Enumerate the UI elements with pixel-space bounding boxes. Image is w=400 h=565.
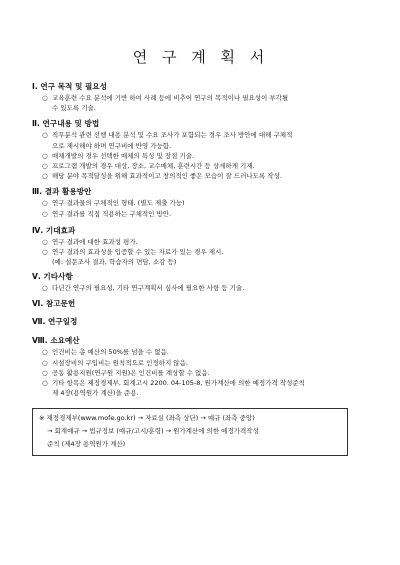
section xyxy=(28,336,374,398)
circle-bullet-icon: ○ xyxy=(42,151,48,160)
example-note: (예: 설문조사 결과, 학습자의 면담, 소감 등) xyxy=(52,258,177,267)
list-item xyxy=(42,130,374,150)
list-item-text: 프로그램 개발의 경우 대상, 장소, 교수매체, 훈련시간 등 상세하게 기재. xyxy=(52,162,255,171)
list-item xyxy=(42,161,374,171)
section-heading: Ⅲ. 결과 활용방안 xyxy=(32,187,92,197)
list-item-text: 교육훈련 수요 분석에 기반 하여 사례 등에 비추어 연구의 목적이나 필요성이 부각될 xyxy=(52,94,289,102)
circle-bullet-icon: ○ xyxy=(42,358,48,367)
section-item-list xyxy=(28,93,374,113)
section-item-list xyxy=(28,130,374,181)
section xyxy=(28,317,374,327)
circle-bullet-icon: ○ xyxy=(42,131,48,140)
circle-bullet-icon: ○ xyxy=(42,284,48,293)
circle-bullet-icon: ○ xyxy=(42,94,48,102)
list-item xyxy=(42,209,374,219)
section xyxy=(28,119,374,181)
reference-note-line: → 회계예규 → 법규정보 (예규/고시/훈령) → 원가계산에 의한 예정가격작성 xyxy=(47,427,259,436)
circle-bullet-icon: ○ xyxy=(42,199,48,208)
list-item xyxy=(42,151,374,161)
section xyxy=(28,226,374,267)
list-item-text: 연구 결과의 효과성을 입증할 수 있는 자료가 있는 경우 제시. xyxy=(52,248,224,257)
section-heading: Ⅵ. 참고문헌 xyxy=(32,299,76,309)
list-item-text: 다년간 연구의 필요성, 기타 연구계획서 심사에 필요한 사항 등 기술. xyxy=(52,284,245,293)
list-item xyxy=(42,283,374,293)
list-item-text: 매체개발의 경우 선택한 매체의 특성 및 장점 기술. xyxy=(52,151,195,160)
list-item-text: 해당 분야 목적달성을 위해 효과적이고 창의적인 좋은 모습이 잘 드러나도록 작성. xyxy=(52,172,282,181)
section-item-list xyxy=(28,237,374,257)
sections-container xyxy=(28,82,374,398)
list-item xyxy=(42,93,374,113)
section-heading: Ⅴ. 기타사항 xyxy=(32,272,73,282)
list-item xyxy=(42,347,374,357)
list-item xyxy=(42,171,374,181)
list-item xyxy=(42,358,374,368)
circle-bullet-icon: ○ xyxy=(42,248,48,257)
list-item-text: 연구 결과물의 구체적인 형태. (별도 제출 가능) xyxy=(52,199,185,208)
list-item-text: 으로 제시해야 하며 연구비에 반영 가능함. xyxy=(52,141,172,150)
section-heading: Ⅶ. 연구일정 xyxy=(32,317,78,327)
list-item-text: 수 있도록 기술. xyxy=(52,104,96,113)
circle-bullet-icon: ○ xyxy=(42,237,48,246)
circle-bullet-icon: ○ xyxy=(42,368,48,377)
list-item-text: 기타 항목은 재정경제부, 회계고시 2200. 04-105-8, 원가계산에 의한 예정가격 작성준칙 xyxy=(52,379,305,388)
reference-note-line: ※ 재정경제부(www.mofe.go.kr) → 자료실 (좌측 상단) → 예규 (좌측 중앙) xyxy=(39,414,255,423)
list-item xyxy=(42,368,374,378)
section-heading: Ⅱ. 연구내용 및 방법 xyxy=(32,119,100,129)
circle-bullet-icon: ○ xyxy=(42,379,48,388)
section xyxy=(28,299,374,309)
section-item-list xyxy=(28,347,374,398)
list-item-text: 연구 결과를 직접 적용하는 구체적인 방안. xyxy=(52,209,172,218)
list-item-text: 시설장비의 구입비는 원칙적으로 인정하지 않음. xyxy=(52,358,188,367)
list-item-text: 공동 활용지원(연구원 지원)은 인건비를 계상할 수 없음. xyxy=(52,368,210,377)
list-item xyxy=(42,237,374,247)
circle-bullet-icon: ○ xyxy=(42,348,48,357)
section-heading: Ⅷ. 소요예산 xyxy=(32,336,80,346)
list-item-text: 연구 결과에 대한 효과성 평가. xyxy=(52,237,138,246)
section xyxy=(28,187,374,218)
list-item xyxy=(42,247,374,257)
reference-note-box xyxy=(32,408,348,456)
list-item xyxy=(42,378,374,398)
section xyxy=(28,272,374,293)
circle-bullet-icon: ○ xyxy=(42,172,48,181)
circle-bullet-icon: ○ xyxy=(42,209,48,218)
section-item-list xyxy=(28,198,374,218)
list-item-text: 인건비는 총 예산의 50%를 넘을 수 없음. xyxy=(52,348,169,357)
section-heading: Ⅳ. 기대효과 xyxy=(32,225,76,235)
list-item xyxy=(42,198,374,208)
section xyxy=(28,82,374,113)
section-heading: Ⅰ. 연구 목적 및 필요성 xyxy=(32,82,107,91)
reference-note-line: 준칙 (제4장 용역원가 계산) xyxy=(47,440,126,449)
document-title: 연 구 계 획 서 xyxy=(132,48,270,66)
circle-bullet-icon: ○ xyxy=(42,162,48,171)
list-item-text: 제 4장(용역원가 계산)을 준용. xyxy=(52,389,139,398)
section-item-list xyxy=(28,283,374,293)
list-item-text: 직무분석 관련 선행 내용 분석 및 수요 조사가 포함되는 경우 조사 방안에 대해 구체적 xyxy=(52,131,293,140)
